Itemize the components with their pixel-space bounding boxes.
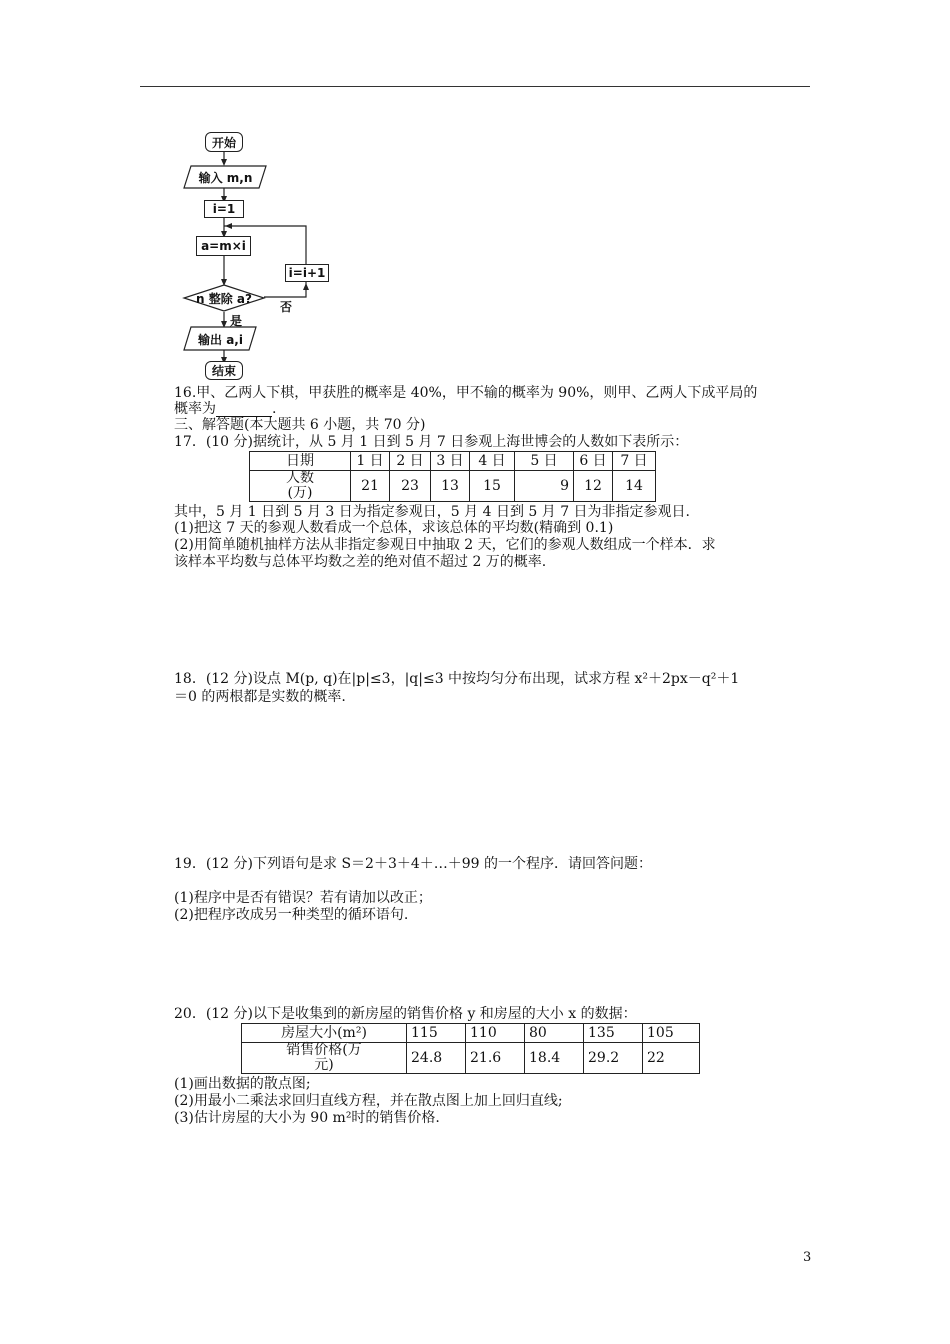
- table-cell: 18.4: [525, 1043, 584, 1074]
- table-cell: 2 日: [390, 452, 431, 471]
- table-cell: 房屋大小(m²): [242, 1024, 407, 1043]
- table-cell: 7 日: [613, 452, 656, 471]
- table-cell: 15: [470, 471, 515, 502]
- table-cell: 日期: [250, 452, 351, 471]
- flowchart-start: 开始: [205, 132, 243, 152]
- table-cell: 21.6: [466, 1043, 525, 1074]
- q20-title: 20．(12 分)以下是收集到的新房屋的销售价格 y 和房屋的大小 x 的数据：: [174, 1006, 637, 1022]
- table-cell: 1 日: [351, 452, 390, 471]
- table-cell: 22: [643, 1043, 700, 1074]
- table-cell: 29.2: [584, 1043, 643, 1074]
- q17-note: 其中，5 月 1 日到 5 月 3 日为指定参观日，5 月 4 日到 5 月 7 日为非指定参观日.: [174, 504, 691, 520]
- table-cell: 110: [466, 1024, 525, 1043]
- table-row-label: [250, 471, 351, 502]
- flowchart-connectors: [0, 0, 950, 400]
- table-cell: 105: [643, 1024, 700, 1043]
- row-label-line: 人数: [286, 470, 314, 486]
- row-label-line: 元): [314, 1057, 334, 1073]
- q17-table: [249, 451, 656, 502]
- flowchart-compute: a=m×i: [196, 236, 251, 256]
- q16-line2: [174, 401, 276, 417]
- flowchart-init: i=1: [204, 200, 244, 218]
- q16-answer-blank: [216, 404, 272, 417]
- table-cell: 4 日: [470, 452, 515, 471]
- table-cell: 80: [525, 1024, 584, 1043]
- flowchart-output: 输出 a,i: [198, 333, 243, 347]
- q20-part2: (2)用最小二乘法求回归直线方程，并在散点图上加上回归直线;: [174, 1093, 563, 1109]
- table-cell: 5 日: [515, 452, 574, 471]
- flowchart-end: 结束: [205, 361, 243, 380]
- table-cell: 115: [407, 1024, 466, 1043]
- q16-line2-prefix: 概率为: [174, 401, 216, 417]
- q16-line2-suffix: .: [272, 401, 277, 417]
- table-cell: 13: [431, 471, 470, 502]
- flowchart-input: 输入 m,n: [198, 171, 253, 185]
- table-cell: 6 日: [574, 452, 613, 471]
- flowchart-increment: i=i+1: [285, 264, 329, 282]
- page-number: 3: [803, 1250, 812, 1265]
- q20-part1: (1)画出数据的散点图;: [174, 1076, 311, 1092]
- q19-part1: (1)程序中是否有错误？若有请加以改正；: [174, 890, 432, 906]
- table-row: [250, 471, 656, 502]
- table-row: [250, 452, 656, 471]
- table-row: [242, 1024, 700, 1043]
- section3-heading: 三、解答题(本大题共 6 小题，共 70 分): [174, 417, 426, 433]
- flowchart-decision: n 整除 a?: [196, 292, 252, 306]
- q20-table: [241, 1023, 700, 1074]
- q17-part2-line2: 该样本平均数与总体平均数之差的绝对值不超过 2 万的概率.: [174, 554, 547, 570]
- q17-part1: (1)把这 7 天的参观人数看成一个总体，求该总体的平均数(精确到 0.1): [174, 520, 614, 536]
- row-label-line: (万): [287, 485, 313, 501]
- flowchart-yes-label: 是: [230, 314, 243, 328]
- table-cell: 135: [584, 1024, 643, 1043]
- table-cell: 3 日: [431, 452, 470, 471]
- table-row: [242, 1043, 700, 1074]
- q18-line2: ＝0 的两根都是实数的概率.: [174, 689, 346, 705]
- q18-line1: 18．(12 分)设点 M(p, q)在|p|≤3，|q|≤3 中按均匀分布出现，试求方程 x²＋2px－q²＋1: [174, 671, 740, 687]
- row-label-line: 销售价格(万: [286, 1042, 362, 1058]
- q17-part2-line1: (2)用简单随机抽样方法从非指定参观日中抽取 2 天，它们的参观人数组成一个样本．求: [174, 537, 716, 553]
- q20-part3: (3)估计房屋的大小为 90 m²时的销售价格.: [174, 1110, 440, 1126]
- table-row-label: [242, 1043, 407, 1074]
- table-cell: 23: [390, 471, 431, 502]
- table-cell: 21: [351, 471, 390, 502]
- table-cell: 14: [613, 471, 656, 502]
- table-cell: 9: [515, 471, 574, 502]
- table-cell: 12: [574, 471, 613, 502]
- flowchart-no-label: 否: [280, 300, 293, 314]
- q17-title: 17．(10 分)据统计，从 5 月 1 日到 5 月 7 日参观上海世博会的人数如下表所示：: [174, 434, 689, 450]
- table-cell: 24.8: [407, 1043, 466, 1074]
- q19-part2: (2)把程序改成另一种类型的循环语句.: [174, 907, 409, 923]
- q19-title: 19．(12 分)下列语句是求 S＝2＋3＋4＋…＋99 的一个程序．请回答问题：: [174, 856, 653, 872]
- q16-line1: 16.甲、乙两人下棋，甲获胜的概率是 40%，甲不输的概率为 90%，则甲、乙两人下成平局的: [174, 385, 758, 401]
